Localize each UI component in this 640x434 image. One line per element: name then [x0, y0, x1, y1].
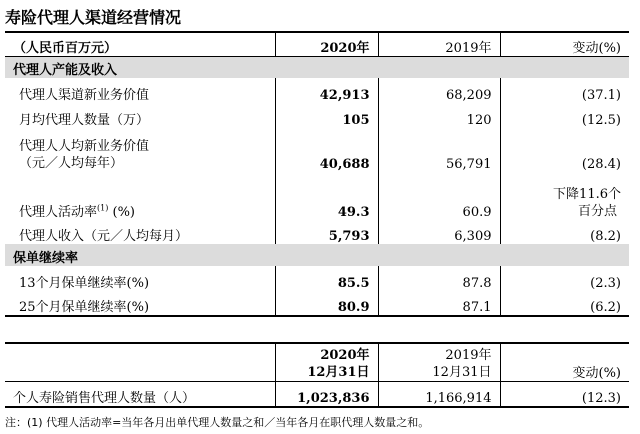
value-change: (37.1)	[500, 78, 629, 103]
value-2020: 42,913	[275, 78, 378, 103]
row-label-line2: （元／人均每年）	[19, 156, 124, 171]
table-header-row	[5, 32, 629, 56]
value-2019: 6,309	[378, 220, 500, 244]
row-label	[5, 128, 275, 172]
header-blank	[5, 343, 275, 381]
value-2019: 1,166,914	[378, 381, 500, 407]
value-2020: 80.9	[275, 291, 378, 316]
footnote-marker: (1)	[97, 203, 109, 213]
value-2019: 60.9	[378, 172, 500, 220]
col-2019-header-line2: 12月31日	[432, 364, 492, 380]
col-2020-header: 2020年	[275, 32, 378, 56]
col-2019-header	[378, 343, 500, 381]
table-row	[5, 220, 629, 244]
value-2020: 85.5	[275, 266, 378, 291]
value-2020: 105	[275, 103, 378, 128]
row-label-suffix: (%)	[108, 205, 135, 220]
value-change: (6.2)	[500, 291, 629, 316]
col-change-header: 变动(%)	[500, 343, 629, 381]
value-change: (12.5)	[500, 103, 629, 128]
row-label-text: 代理人活动率	[19, 205, 98, 220]
value-change-line1: 下降11.6个	[553, 187, 621, 202]
agent-channel-table	[5, 31, 629, 317]
row-label: 13个月保单继续率(%)	[19, 276, 150, 291]
section-title: 保单继续率	[5, 244, 629, 266]
value-2019: 56,791	[378, 128, 500, 172]
page-title: 寿险代理人渠道经营情况	[5, 8, 182, 27]
value-2019: 87.1	[378, 291, 500, 316]
row-label: 代理人渠道新业务价值	[19, 88, 150, 103]
footnote: 注：(1) 代理人活动率=当年各月出单代理人数量之和／当年各月在职代理人数量之和。	[5, 416, 430, 429]
unit-label: （人民币百万元）	[5, 32, 275, 56]
table-header-row	[5, 343, 629, 381]
row-label: 代理人收入（元／人均每月）	[19, 229, 189, 244]
value-change: (8.2)	[500, 220, 629, 244]
row-label: 个人寿险销售代理人数量（人）	[5, 381, 275, 407]
value-change: (2.3)	[500, 266, 629, 291]
value-2019: 120	[378, 103, 500, 128]
col-2019-header: 2019年	[378, 32, 500, 56]
value-change: (28.4)	[500, 128, 629, 172]
row-label: 月均代理人数量（万）	[19, 113, 150, 128]
section-row-productivity	[5, 56, 629, 78]
value-2020: 49.3	[275, 172, 378, 220]
value-2019: 87.8	[378, 266, 500, 291]
table-row	[5, 128, 629, 172]
row-label: 25个月保单继续率(%)	[5, 291, 275, 316]
table-row	[5, 103, 629, 128]
table-row	[5, 381, 629, 407]
row-label-line1: 代理人人均新业务价值	[19, 139, 150, 154]
col-2019-header-line1: 2019年	[445, 347, 492, 363]
value-2019: 68,209	[378, 78, 500, 103]
col-2020-header-line1: 2020年	[320, 347, 370, 363]
value-2020: 40,688	[275, 128, 378, 172]
table-row	[5, 266, 629, 291]
section-row-persistency	[5, 244, 629, 266]
col-2020-header	[275, 343, 378, 381]
agent-headcount-table	[5, 342, 629, 408]
value-change-line2: 百分点	[577, 204, 617, 219]
value-2020: 1,023,836	[275, 381, 378, 407]
col-change-header: 变动(%)	[500, 32, 629, 56]
value-2020: 5,793	[275, 220, 378, 244]
value-change	[500, 172, 629, 220]
value-change: (12.3)	[500, 381, 629, 407]
row-label	[5, 172, 275, 220]
table-row	[5, 291, 629, 316]
col-2020-header-line2: 12月31日	[307, 364, 370, 380]
section-title: 代理人产能及收入	[5, 56, 629, 78]
table-row	[5, 78, 629, 103]
table-row	[5, 172, 629, 220]
